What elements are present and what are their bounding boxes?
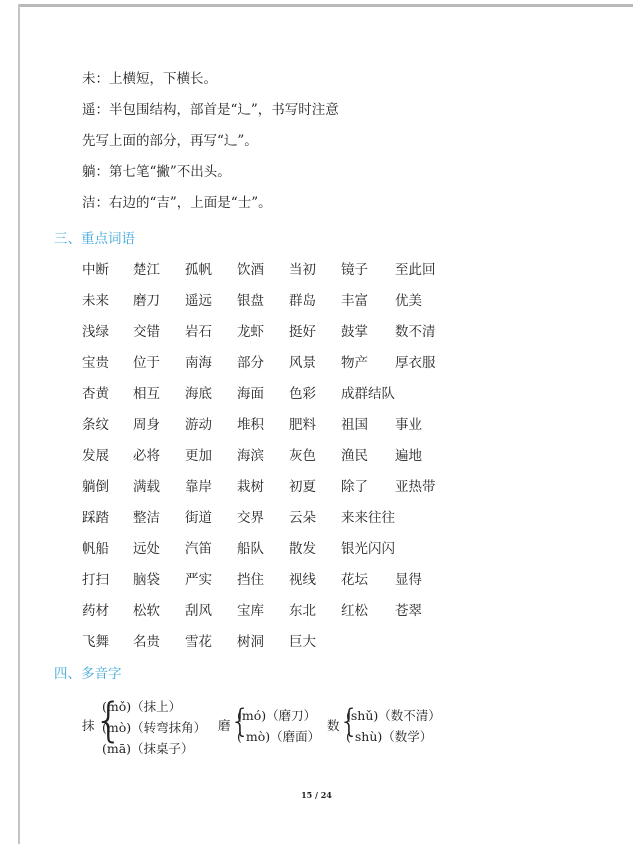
page-top-border <box>18 4 633 7</box>
vocab-word: 交界 <box>237 510 264 526</box>
vocab-word: 岩石 <box>185 324 212 340</box>
vocab-word: 更加 <box>185 448 212 464</box>
vocab-word: 游动 <box>185 417 212 433</box>
polyphone-reading: ( shù)（数学） <box>346 729 433 744</box>
vocab-word: 遍地 <box>395 448 422 464</box>
note-line: 遥：半包围结构，部首是“辶”，书写时注意 <box>82 102 339 118</box>
vocab-word: 祖国 <box>341 417 368 433</box>
vocab-word: 物产 <box>341 355 368 371</box>
vocab-word: 挺好 <box>289 324 316 340</box>
vocab-word: 严实 <box>185 572 212 588</box>
vocab-word: 至此回 <box>395 262 436 278</box>
vocab-word: 苍翠 <box>395 603 422 619</box>
polyphone-char-mo2: 磨 <box>218 718 231 733</box>
vocab-word: 踩踏 <box>82 510 109 526</box>
vocab-word: 街道 <box>185 510 212 526</box>
polyphone-char-shu: 数 <box>327 718 340 733</box>
vocab-word: 除了 <box>341 479 368 495</box>
vocab-word: 雪花 <box>185 634 212 650</box>
brace-mo2: { <box>230 702 251 740</box>
vocab-word: 散发 <box>289 541 316 557</box>
vocab-word: 磨刀 <box>133 293 160 309</box>
vocab-word: 渔民 <box>341 448 368 464</box>
vocab-word: 楚江 <box>133 262 160 278</box>
vocab-word: 飞舞 <box>82 634 109 650</box>
vocab-word: 帆船 <box>82 541 109 557</box>
vocab-word: 花坛 <box>341 572 368 588</box>
vocab-word: 显得 <box>395 572 422 588</box>
page-left-border <box>18 4 20 844</box>
vocab-word: 整洁 <box>133 510 160 526</box>
polyphone-reading: (shǔ)（数不清） <box>346 708 441 723</box>
vocab-word: 宝贵 <box>82 355 109 371</box>
vocab-word: 云朵 <box>289 510 316 526</box>
polyphone-reading: (mó)（磨刀） <box>237 708 317 723</box>
page-number: 15 / 24 <box>301 790 332 800</box>
vocab-word: 打扫 <box>82 572 109 588</box>
polyphone-char-mo: 抹 <box>82 718 95 733</box>
section-heading-key-words: 三、重点词语 <box>54 231 135 247</box>
vocab-word: 交错 <box>133 324 160 340</box>
note-line: 洁：右边的“吉”，上面是“士”。 <box>82 195 272 211</box>
vocab-word: 数不清 <box>395 324 436 340</box>
vocab-word: 鼓掌 <box>341 324 368 340</box>
note-line: 躺：第七笔“撇”不出头。 <box>82 164 231 180</box>
note-line: 未：上横短，下横长。 <box>82 71 217 87</box>
vocab-word: 亚热带 <box>395 479 436 495</box>
vocab-word: 遥远 <box>185 293 212 309</box>
vocab-word: 躺倒 <box>82 479 109 495</box>
vocab-word: 红松 <box>341 603 368 619</box>
brace-mo: { <box>94 693 124 747</box>
vocab-word: 松软 <box>133 603 160 619</box>
vocab-word: 宝库 <box>237 603 264 619</box>
vocab-word: 龙虾 <box>237 324 264 340</box>
vocab-word: 饮酒 <box>237 262 264 278</box>
brace-shu: { <box>339 702 360 740</box>
vocab-word: 事业 <box>395 417 422 433</box>
vocab-word: 海底 <box>185 386 212 402</box>
vocab-word: 银盘 <box>237 293 264 309</box>
vocab-word: 巨大 <box>289 634 316 650</box>
vocab-word: 远处 <box>133 541 160 557</box>
polyphone-reading: (mā)（抹桌子） <box>102 741 194 756</box>
vocab-word: 浅绿 <box>82 324 109 340</box>
vocab-word: 未来 <box>82 293 109 309</box>
vocab-word: 周身 <box>133 417 160 433</box>
vocab-word: 船队 <box>237 541 264 557</box>
vocab-word: 来来往往 <box>341 510 395 526</box>
vocab-word: 镜子 <box>341 262 368 278</box>
polyphone-reading: (mǒ)（抹上） <box>102 699 182 714</box>
vocab-word: 脑袋 <box>133 572 160 588</box>
vocab-word: 发展 <box>82 448 109 464</box>
vocab-word: 厚衣服 <box>395 355 436 371</box>
vocab-word: 树洞 <box>237 634 264 650</box>
vocab-word: 风景 <box>289 355 316 371</box>
vocab-word: 栽树 <box>237 479 264 495</box>
vocab-word: 药材 <box>82 603 109 619</box>
vocab-word: 东北 <box>289 603 316 619</box>
vocab-word: 南海 <box>185 355 212 371</box>
vocab-word: 靠岸 <box>185 479 212 495</box>
vocab-word: 部分 <box>237 355 264 371</box>
vocab-word: 条纹 <box>82 417 109 433</box>
note-line: 先写上面的部分，再写“辶”。 <box>82 133 258 149</box>
vocab-word: 刮风 <box>185 603 212 619</box>
section-heading-polyphones: 四、多音字 <box>54 666 122 682</box>
vocab-word: 中断 <box>82 262 109 278</box>
vocab-word: 孤帆 <box>185 262 212 278</box>
vocab-word: 成群结队 <box>341 386 395 402</box>
vocab-word: 海滨 <box>237 448 264 464</box>
vocab-word: 名贵 <box>133 634 160 650</box>
vocab-word: 灰色 <box>289 448 316 464</box>
vocab-word: 肥料 <box>289 417 316 433</box>
polyphone-reading: ( mò)（磨面） <box>237 729 321 744</box>
vocab-word: 银光闪闪 <box>341 541 395 557</box>
vocab-word: 当初 <box>289 262 316 278</box>
vocab-word: 视线 <box>289 572 316 588</box>
vocab-word: 堆积 <box>237 417 264 433</box>
vocab-word: 位于 <box>133 355 160 371</box>
vocab-word: 海面 <box>237 386 264 402</box>
vocab-word: 汽笛 <box>185 541 212 557</box>
vocab-word: 挡住 <box>237 572 264 588</box>
vocab-word: 相互 <box>133 386 160 402</box>
vocab-word: 丰富 <box>341 293 368 309</box>
vocab-word: 色彩 <box>289 386 316 402</box>
vocab-word: 优美 <box>395 293 422 309</box>
polyphone-reading: (mò)（转弯抹角） <box>102 720 207 735</box>
vocab-word: 必将 <box>133 448 160 464</box>
vocab-word: 杏黄 <box>82 386 109 402</box>
vocab-word: 满载 <box>133 479 160 495</box>
vocab-word: 初夏 <box>289 479 316 495</box>
vocab-word: 群岛 <box>289 293 316 309</box>
